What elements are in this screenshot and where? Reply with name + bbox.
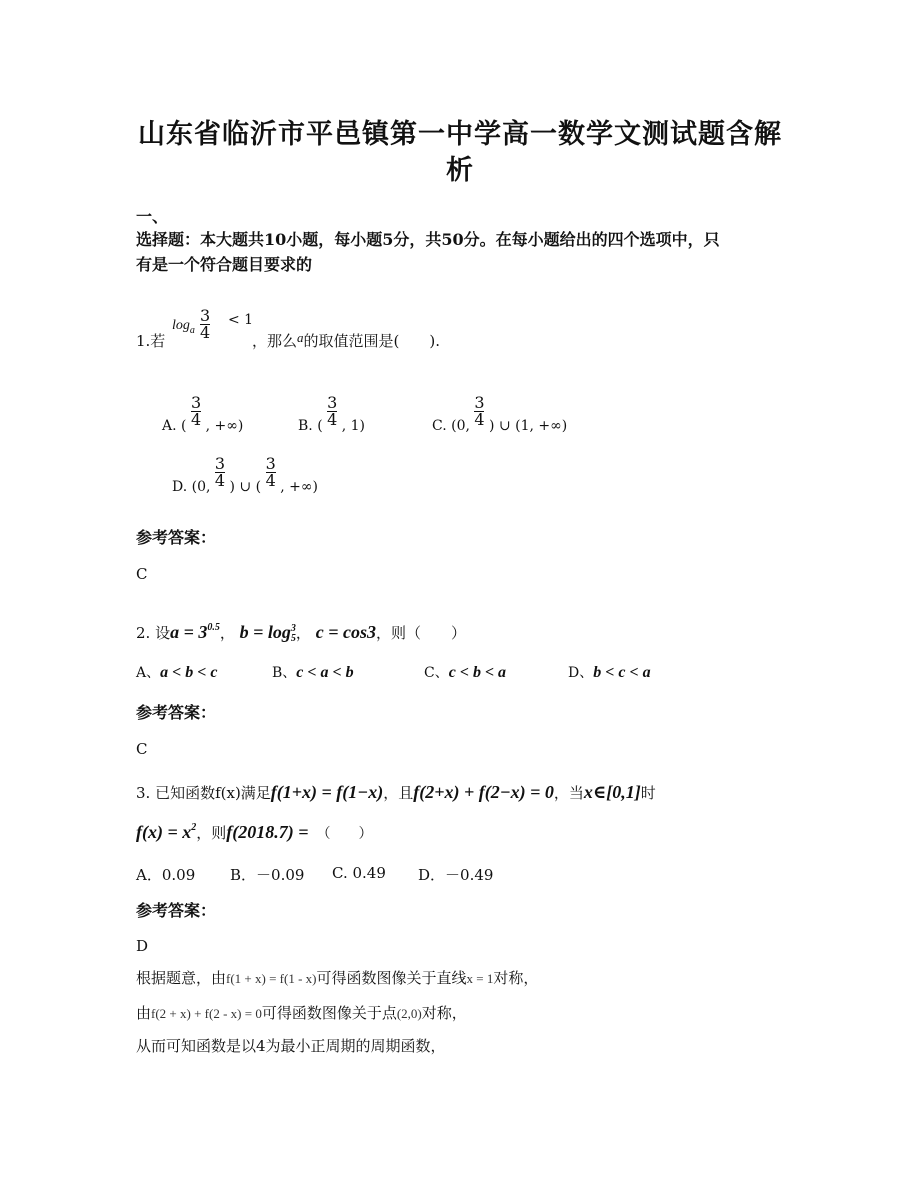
q3-ask: f(2018.7) = xyxy=(226,822,309,842)
q3-solution-line1: 根据题意，由f(1 + x) = f(1 - x)可得函数图像关于直线x = 1对称， xyxy=(136,969,539,987)
q1-frac-den: 4 xyxy=(199,323,211,342)
q3-answer: D xyxy=(136,937,149,955)
q1-stem-mid: ，那么 xyxy=(252,332,298,350)
q3-option-c: C. 0.49 xyxy=(332,864,386,882)
q2-answer-label: 参考答案： xyxy=(136,703,217,722)
q1-frac-num: 3 xyxy=(199,306,211,325)
q3-solution-line3: 从而可知函数是以4为最小正周期的周期函数， xyxy=(136,1037,446,1055)
q3-sol1-formula: f(1 + x) = f(1 - x) xyxy=(226,971,317,986)
q3-solution-line2: 由f(2 + x) + f(2 - x) = 0可得函数图像关于点(2,0)对称， xyxy=(136,1004,467,1022)
q3-option-b: B．－0.09 xyxy=(230,866,305,884)
section-instruction-line2: 有是一个符合题目要求的 xyxy=(136,255,313,274)
q2-a-expr: $a = 3^{0.5}$ xyxy=(170,622,220,642)
q3-answer-label: 参考答案： xyxy=(136,901,217,920)
q1-log: log xyxy=(172,318,190,333)
q3-option-d: D．－0.49 xyxy=(418,866,494,884)
q2-option-d: D、b < c < a xyxy=(568,664,651,681)
q1-option-b: B. ( $\frac{3}{4}$ , 1) xyxy=(298,393,366,434)
q1-option-d: D. (0, $\frac{3}{4}$ ) ∪ ( $\frac{3}{4}$ , +∞) xyxy=(172,454,318,495)
page-title-line2: 析 xyxy=(446,155,474,186)
q1-answer-label: 参考答案： xyxy=(136,528,217,547)
section-number: 一、 xyxy=(136,207,169,226)
q1-condition xyxy=(172,308,210,341)
q1-number: 1.若 xyxy=(136,332,166,350)
q3-stem-line1: 3. 已知函数f(x)满足f(1+x) = f(1−x)，且f(2+x) + f(2−x) = 0，当x∈[0,1]时 xyxy=(136,782,656,802)
q2-option-c: C、c < b < a xyxy=(424,664,507,681)
q1-stem xyxy=(252,330,440,351)
q3-domain: x∈[0,1] xyxy=(583,782,641,802)
q3-stem-line2: $f(x) = x^2$，则f(2018.7) = （ ） xyxy=(136,822,373,842)
q1-stem-end: 的取值范围是( ). xyxy=(303,332,440,350)
q1-cond-rel: < 1 xyxy=(228,312,254,328)
q2-option-a: A、a < b < c xyxy=(136,664,218,681)
q1-cond-fraction xyxy=(200,308,210,341)
q3-cond1: f(1+x) = f(1−x) xyxy=(270,782,384,802)
q1-log-base: a xyxy=(189,325,195,336)
q2-b-expr: b = log 3 5 xyxy=(239,622,296,644)
q1-answer: C xyxy=(136,565,148,583)
q2-option-b: B、c < a < b xyxy=(272,664,354,681)
q3-sol1-line: x = 1 xyxy=(466,971,494,986)
q2-c-expr: c = cos3 xyxy=(315,622,376,642)
q1-option-c: C. (0, $\frac{3}{4}$ ) ∪ (1, +∞) xyxy=(432,393,568,434)
q1-var: a xyxy=(297,330,304,345)
q3-option-a: A．0.09 xyxy=(136,866,196,884)
section-instruction-line1: 选择题：本大题共10小题，每小题5分，共50分。在每小题给出的四个选项中，只 xyxy=(136,230,720,249)
q3-cond2: f(2+x) + f(2−x) = 0 xyxy=(413,782,554,802)
q1-option-a: A. ( $\frac{3}{4}$ , +∞) xyxy=(162,393,244,434)
q3-sol2-point: (2,0) xyxy=(396,1006,422,1021)
page-title-line1: 山东省临沂市平邑镇第一中学高一数学文测试题含解 xyxy=(138,119,782,150)
q3-sol2-formula: f(2 + x) + f(2 - x) = 0 xyxy=(151,1006,262,1021)
q2-answer: C xyxy=(136,740,148,758)
q3-fx: $f(x) = x^2$ xyxy=(136,822,197,842)
q2-stem: 2. 设$a = 3^{0.5}$， b = log 3 5 ， c = cos3，则（ ） xyxy=(136,622,466,644)
